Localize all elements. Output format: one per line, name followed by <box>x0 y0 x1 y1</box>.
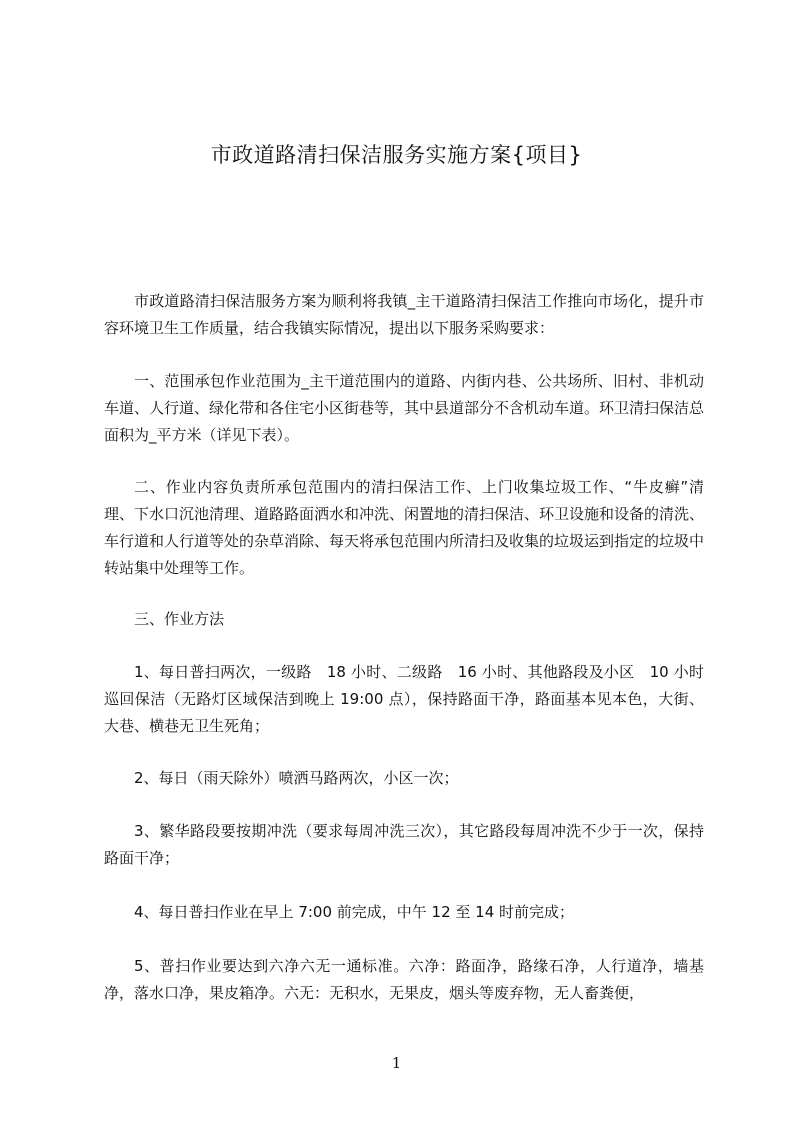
page-number: 1 <box>391 1054 402 1072</box>
intro-paragraph: 市政道路清扫保洁服务方案为顺利将我镇_主干道路清扫保洁工作推向市场化，提升市容环境卫生工作质量，结合我镇实际情况，提出以下服务采购要求： <box>104 292 704 337</box>
method-item-1: 1、每日普扫两次，一级路 18 小时、二级路 16 小时、其他路段及小区 10 小时巡回保洁（无路灯区域保洁到晚上 19:00 点），保持路面干净，路面基本见本色，大街、大巷、横巷无卫生死角； <box>104 663 704 735</box>
method-item-2: 2、每日（雨天除外）喷洒马路两次，小区一次； <box>134 769 459 787</box>
method-item-4: 4、每日普扫作业在早上 7:00 前完成，中午 12 至 14 时前完成； <box>134 903 575 921</box>
section-scope-paragraph: 一、范围承包作业范围为_主干道范围内的道路、内街内巷、公共场所、旧村、非机动车道、人行道、绿化带和各住宅小区街巷等，其中县道部分不含机动车道。环卫清扫保洁总面积为_平方米（详见下表）。 <box>104 372 705 444</box>
method-item-5: 5、普扫作业要达到六净六无一通标准。六净：路面净，路缘石净，人行道净，墙基净，落水口净，果皮箱净。六无：无积水，无果皮，烟头等废弃物，无人畜粪便， <box>104 957 704 1002</box>
document-title: 市政道路清扫保洁服务实施方案{项目} <box>210 143 583 167</box>
method-item-3: 3、繁华路段要按期冲洗（要求每周冲洗三次），其它路段每周冲洗不少于一次，保持路面干净； <box>104 822 704 867</box>
section-method-heading: 三、作业方法 <box>134 610 225 628</box>
section-content-paragraph: 二、作业内容负责所承包范围内的清扫保洁工作、上门收集垃圾工作、“牛皮癣”清理、下水口沉池清理、道路路面洒水和冲洗、闲置地的清扫保洁、环卫设施和设备的清洗、车行道和人行道等处的杂草消除、每天将承包范围内所清扫及收集的垃圾运到指定的垃圾中转站集中处理等工作。 <box>104 478 705 577</box>
